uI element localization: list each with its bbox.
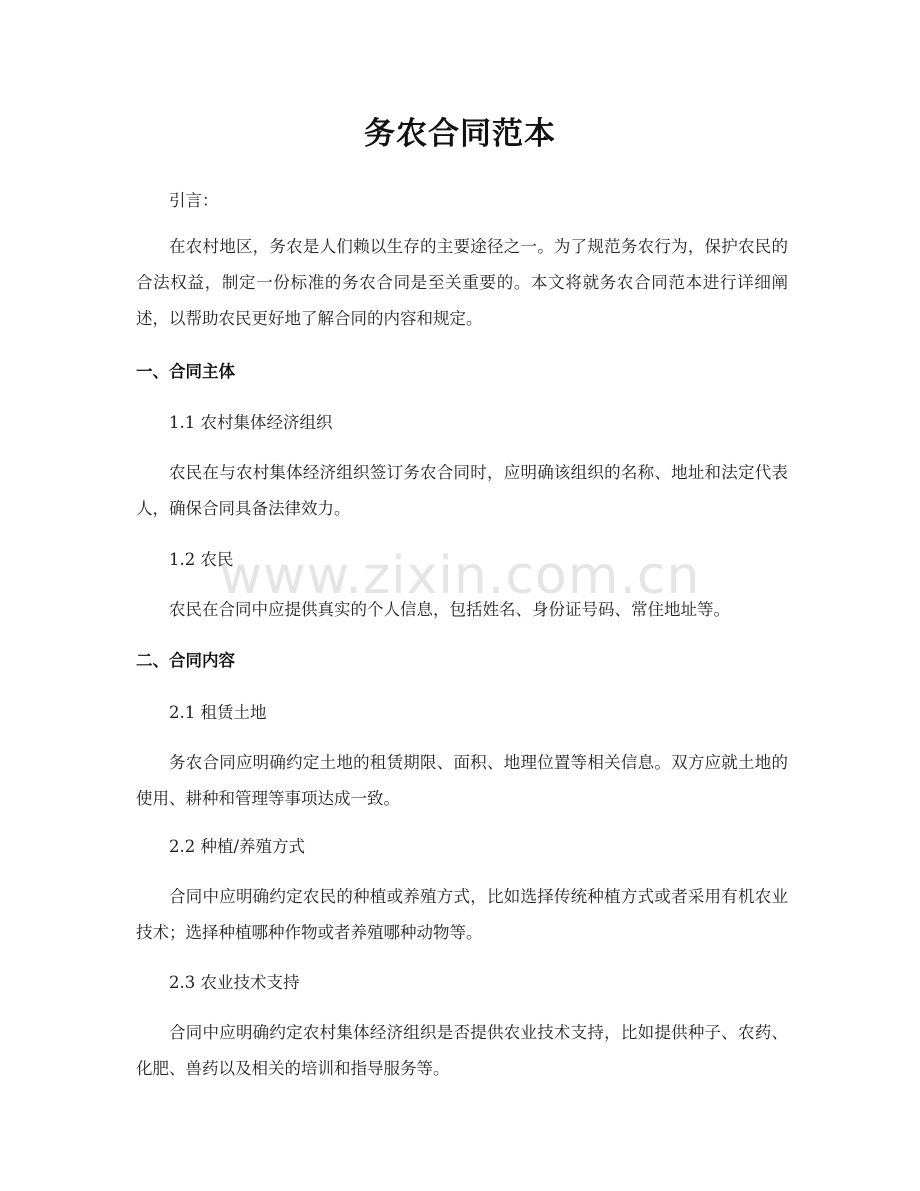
section-1-1-paragraph: 农民在与农村集体经济组织签订务农合同时，应明确该组织的名称、地址和法定代表人，确保合同具备法律效力。: [136, 463, 788, 518]
section-2-3-title: 2.3 农业技术支持: [169, 973, 300, 992]
section-2-3-paragraph: 合同中应明确约定农村集体经济组织是否提供农业技术支持，比如提供种子、农药、化肥、兽药以及相关的培训和指导服务等。: [136, 1023, 788, 1078]
section-1-2-title: 1.2 农民: [169, 550, 234, 569]
section-2-2-title: 2.2 种植/养殖方式: [169, 837, 306, 856]
document-title: 务农合同范本: [364, 116, 556, 152]
section-1-1-title: 1.1 农村集体经济组织: [169, 413, 333, 432]
watermark: www.zixin.com.cn: [219, 546, 701, 606]
section-1-heading: 一、合同主体: [136, 362, 235, 381]
section-2-1-title: 2.1 租赁土地: [169, 703, 267, 722]
section-1-2-paragraph: 农民在合同中应提供真实的个人信息，包括姓名、身份证号码、常住地址等。: [169, 600, 730, 619]
intro-label: 引言：: [169, 191, 219, 210]
section-2-1-paragraph: 务农合同应明确约定土地的租赁期限、面积、地理位置等相关信息。双方应就土地的使用、耕种和管理等事项达成一致。: [136, 753, 788, 808]
section-2-heading: 二、合同内容: [136, 651, 235, 670]
section-2-2-paragraph: 合同中应明确约定农民的种植或养殖方式，比如选择传统种植方式或者采用有机农业技术；选择种植哪种作物或者养殖哪种动物等。: [136, 887, 788, 942]
intro-paragraph: 在农村地区，务农是人们赖以生存的主要途径之一。为了规范务农行为，保护农民的合法权益，制定一份标准的务农合同是至关重要的。本文将就务农合同范本进行详细阐述，以帮助农民更好地了解合同的内容和规定。: [136, 237, 788, 328]
